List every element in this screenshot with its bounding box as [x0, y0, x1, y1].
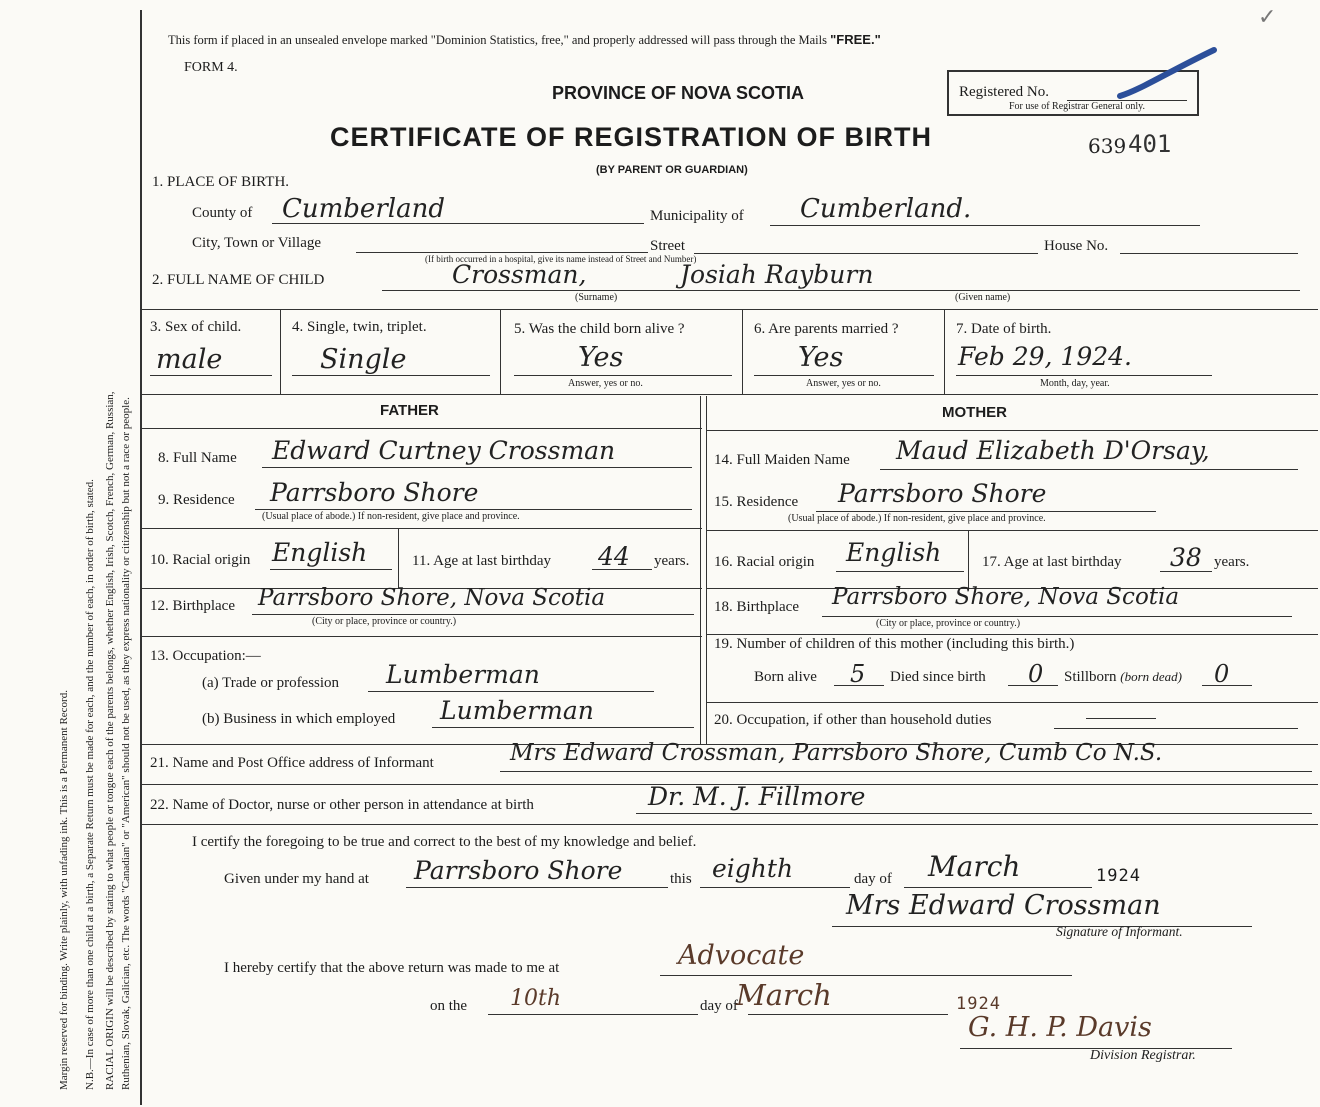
- father-business-value: Lumberman: [440, 696, 594, 725]
- father-racial-origin-value: English: [272, 538, 368, 567]
- county-label: County of: [192, 205, 253, 221]
- mother-children-label: 19. Number of children of this mother (including this birth.): [714, 636, 1075, 652]
- sex-label: 3. Sex of child.: [150, 319, 242, 335]
- certification-statement: I certify the foregoing to be true and correct to the best of my knowledge and belief.: [192, 834, 697, 850]
- mother-age-unit: years.: [1214, 554, 1250, 570]
- mother-name-value: Maud Elizabeth D'Orsay,: [896, 436, 1210, 465]
- registrar-use-note: For use of Registrar General only.: [1009, 101, 1145, 112]
- informant-signature-caption: Signature of Informant.: [1056, 924, 1183, 939]
- mother-residence-caption: (Usual place of abode.) If non-resident, give place and province.: [788, 513, 1046, 524]
- registrar-year-value: 1924: [956, 994, 1001, 1014]
- corner-check-mark: ✓: [1258, 4, 1277, 29]
- municipality-label: Municipality of: [650, 208, 744, 224]
- father-trade-value: Lumberman: [386, 660, 540, 689]
- father-racial-origin-label: 10. Racial origin: [150, 552, 251, 568]
- child-name-label: 2. FULL NAME OF CHILD: [152, 272, 325, 288]
- mother-residence-label: 15. Residence: [714, 494, 799, 510]
- mother-birthplace-caption: (City or place, province or country.): [876, 618, 1021, 629]
- registrar-statement: I hereby certify that the above return was made to me at: [224, 960, 560, 976]
- registrar-day-of-label: day of: [700, 998, 738, 1014]
- given-under-hand-label: Given under my hand at: [224, 871, 369, 887]
- hospital-note: (If birth occurred in a hospital, give its name instead of Street and Number): [425, 254, 697, 264]
- registrar-on-the-label: on the: [430, 998, 468, 1014]
- child-surname-value: Crossman,: [452, 260, 587, 289]
- date-of-birth-value: Feb 29, 1924.: [958, 342, 1132, 371]
- born-alive-value: Yes: [578, 342, 624, 373]
- father-business-label: (b) Business in which employed: [202, 711, 396, 727]
- mother-residence-value: Parrsboro Shore: [838, 479, 1047, 508]
- father-birthplace-value: Parrsboro Shore, Nova Scotia: [258, 585, 606, 611]
- father-birthplace-label: 12. Birthplace: [150, 598, 235, 614]
- registrar-signature: G. H. P. Davis: [968, 1012, 1152, 1043]
- mother-birthplace-value: Parrsboro Shore, Nova Scotia: [832, 584, 1180, 610]
- mother-birthplace-label: 18. Birthplace: [714, 599, 799, 615]
- province-heading: PROVINCE OF NOVA SCOTIA: [552, 83, 805, 103]
- stillborn-value: 0: [1214, 660, 1230, 688]
- doctor-value: Dr. M. J. Fillmore: [648, 782, 866, 811]
- stillborn-note: (born dead): [1120, 669, 1183, 684]
- given-name-caption: (Given name): [955, 292, 1011, 303]
- born-alive-caption: Answer, yes or no.: [568, 378, 643, 389]
- margin-note-racial-origin-1: RACIAL ORIGIN will be described by stating to what people or tongue each of the parents belongs, whether English, Irish, Scotch, French, German, Russian,: [104, 391, 116, 1090]
- father-residence-value: Parrsboro Shore: [270, 478, 479, 507]
- informant-signature: Mrs Edward Crossman: [846, 890, 1161, 921]
- place-of-birth-heading: 1. PLACE OF BIRTH.: [152, 174, 290, 190]
- form-number: FORM 4.: [184, 60, 238, 75]
- born-alive-count-label: Born alive: [754, 669, 817, 685]
- mother-occupation-dash: [1086, 718, 1156, 719]
- given-day-of-label: day of: [854, 871, 892, 887]
- margin-note-multiple-births: N.B.—In case of more than one child at a birth, a Separate Return must be made for each, and the number of each, in order of birth, stated.: [84, 479, 96, 1090]
- municipality-value: Cumberland.: [800, 194, 972, 224]
- parents-married-caption: Answer, yes or no.: [806, 378, 881, 389]
- registrar-place-value: Advocate: [678, 940, 805, 971]
- blue-check-mark: [1110, 46, 1220, 110]
- date-of-birth-caption: Month, day, year.: [1040, 378, 1110, 389]
- given-year-value: 1924: [1096, 866, 1141, 886]
- plurality-value: Single: [320, 344, 407, 375]
- given-this-label: this: [670, 871, 692, 887]
- registered-label: Registered No.: [959, 84, 1049, 100]
- mother-age-value: 38: [1170, 543, 1202, 572]
- father-age-value: 44: [598, 542, 630, 571]
- given-day-value: eighth: [712, 854, 794, 883]
- margin-border: [140, 10, 142, 1105]
- died-since-birth-label: Died since birth: [890, 669, 986, 685]
- father-residence-label: 9. Residence: [158, 492, 235, 508]
- born-alive-label: 5. Was the child born alive ?: [514, 321, 685, 337]
- registrar-caption: Division Registrar.: [1090, 1048, 1196, 1063]
- informant-value: Mrs Edward Crossman, Parrsboro Shore, Cumb Co N.S.: [510, 740, 1163, 766]
- father-age-label: 11. Age at last birthday: [412, 553, 551, 569]
- child-given-name-value: Josiah Rayburn: [680, 260, 874, 289]
- father-name-label: 8. Full Name: [158, 450, 237, 466]
- stillborn-label: Stillborn (born dead): [1064, 669, 1183, 685]
- sex-value: male: [156, 344, 223, 375]
- born-alive-count-value: 5: [850, 660, 866, 688]
- given-place-value: Parrsboro Shore: [414, 856, 623, 885]
- father-age-unit: years.: [654, 553, 690, 569]
- registrar-month-value: March: [736, 978, 832, 1012]
- street-label: Street: [650, 238, 685, 254]
- father-heading: FATHER: [380, 402, 439, 419]
- mother-age-label: 17. Age at last birthday: [982, 554, 1122, 570]
- died-since-birth-value: 0: [1028, 660, 1044, 688]
- registrar-day-value: 10th: [510, 986, 562, 1011]
- informant-label: 21. Name and Post Office address of Informant: [150, 755, 434, 771]
- parents-married-value: Yes: [798, 342, 844, 373]
- margin-notes: [0, 0, 140, 1107]
- father-name-value: Edward Curtney Crossman: [272, 436, 616, 465]
- certificate-number-handwritten: 639: [1088, 134, 1127, 158]
- mother-occupation-label: 20. Occupation, if other than household duties: [714, 712, 992, 728]
- city-label: City, Town or Village: [192, 235, 322, 251]
- mail-free: "FREE.": [830, 32, 881, 47]
- father-birthplace-caption: (City or place, province or country.): [312, 616, 457, 627]
- parents-married-label: 6. Are parents married ?: [754, 321, 899, 337]
- surname-caption: (Surname): [575, 292, 618, 303]
- margin-note-binding: Margin reserved for binding. Write plainly, with unfading ink. This is a Permanent Record.: [58, 690, 70, 1090]
- given-month-value: March: [928, 850, 1021, 883]
- father-occupation-label: 13. Occupation:—: [150, 648, 261, 664]
- mother-name-label: 14. Full Maiden Name: [714, 452, 850, 468]
- certificate-subtitle: (BY PARENT OR GUARDIAN): [596, 164, 748, 176]
- certificate-title: CERTIFICATE OF REGISTRATION OF BIRTH: [330, 122, 932, 152]
- mother-racial-origin-value: English: [846, 538, 942, 567]
- county-value: Cumberland: [282, 194, 445, 224]
- certificate-number-stamped: 401: [1128, 130, 1172, 158]
- mother-heading: MOTHER: [942, 404, 1007, 421]
- mother-racial-origin-label: 16. Racial origin: [714, 554, 815, 570]
- mail-notice: This form if placed in an unsealed envelope marked "Dominion Statistics, free," and properly addressed will pass through the Mails "FREE.": [168, 32, 881, 47]
- father-residence-caption: (Usual place of abode.) If non-resident, give place and province.: [262, 511, 520, 522]
- date-of-birth-label: 7. Date of birth.: [956, 321, 1052, 337]
- father-trade-label: (a) Trade or profession: [202, 675, 340, 691]
- margin-note-racial-origin-2: Ruthenian, Slovak, Galician, etc. The words "Canadian" or "American" should not be used, as they express nationality or citizenship but not a race or people.: [120, 397, 132, 1090]
- plurality-label: 4. Single, twin, triplet.: [292, 319, 427, 335]
- doctor-label: 22. Name of Doctor, nurse or other person in attendance at birth: [150, 797, 534, 813]
- house-number-label: House No.: [1044, 238, 1109, 254]
